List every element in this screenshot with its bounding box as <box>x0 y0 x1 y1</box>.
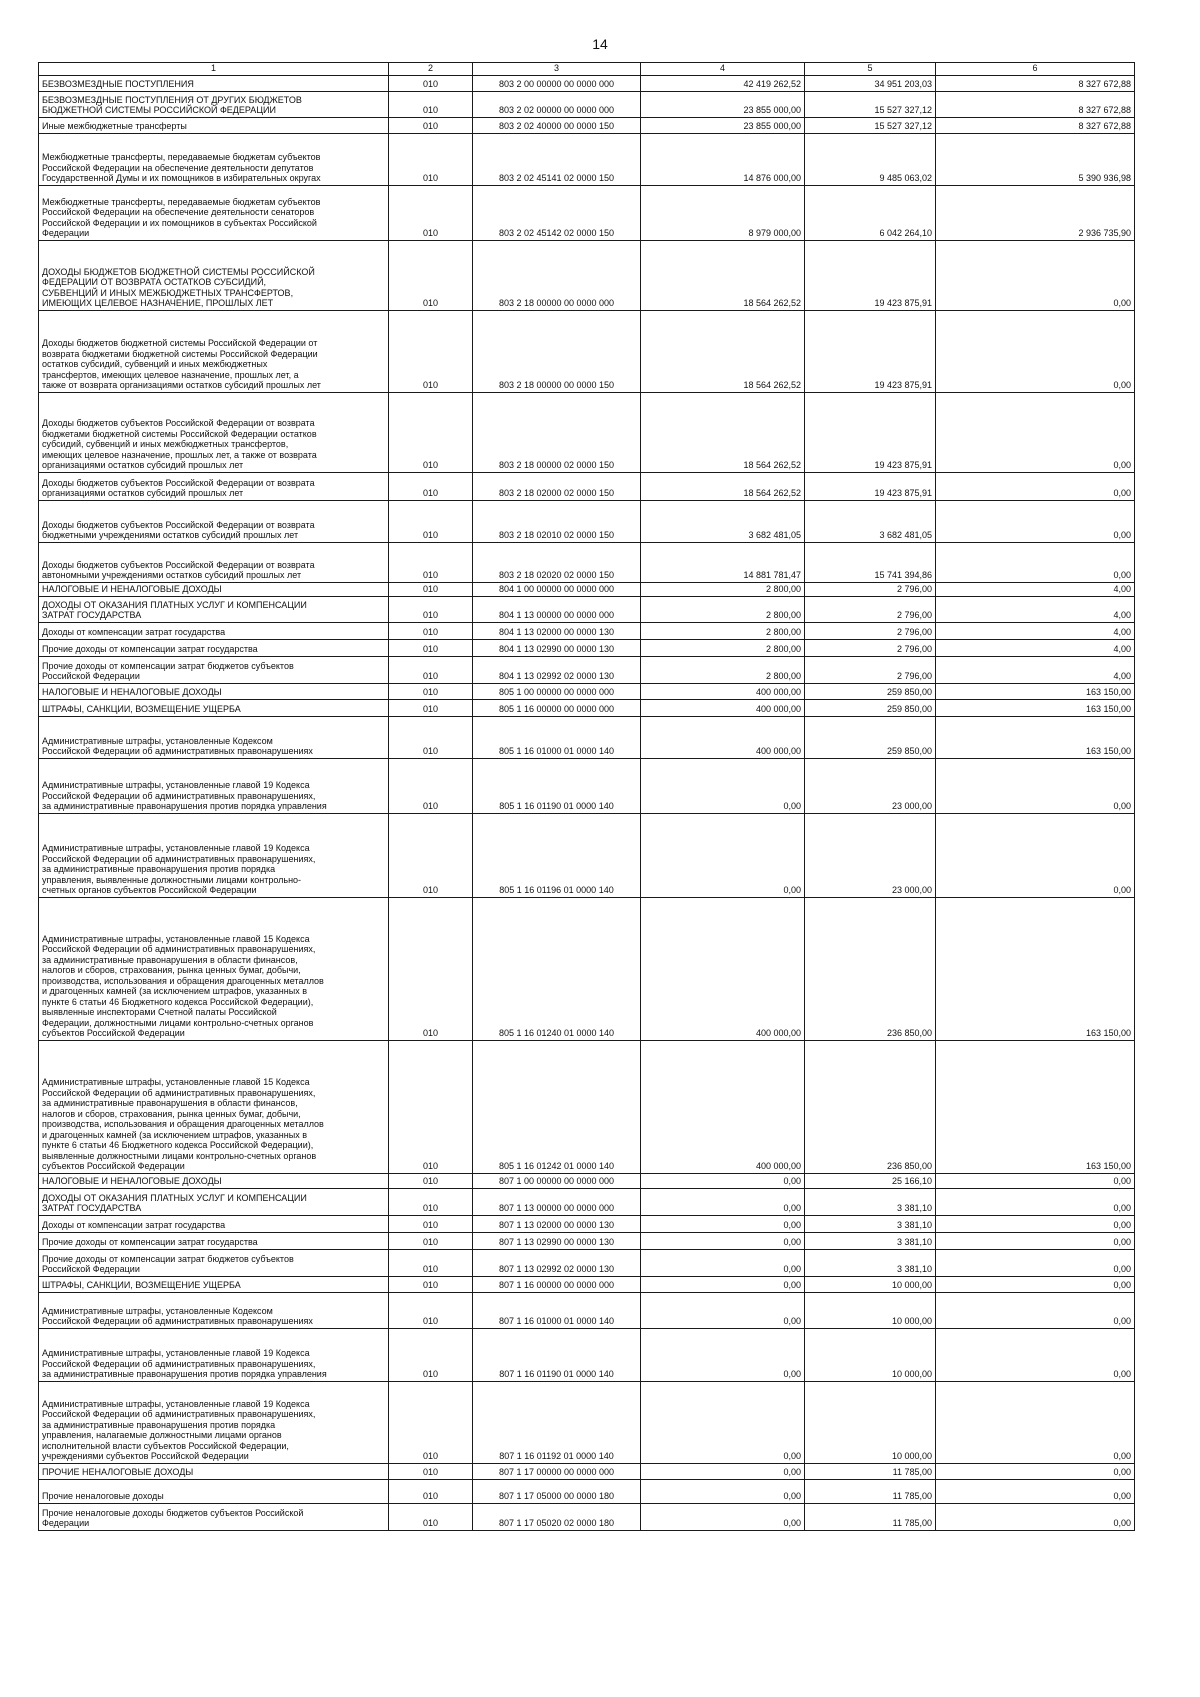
row-col4-cell: 14 881 781,47 <box>641 542 805 582</box>
row-col4-cell: 2 800,00 <box>641 639 805 656</box>
row-name-cell: ДОХОДЫ ОТ ОКАЗАНИЯ ПЛАТНЫХ УСЛУГ И КОМПЕНСАЦИИ ЗАТРАТ ГОСУДАРСТВА <box>39 1188 389 1215</box>
table-row <box>39 1463 1135 1479</box>
column-number-header-row <box>39 63 1135 76</box>
row-col4-cell: 42 419 262,52 <box>641 75 805 91</box>
table-row <box>39 185 1135 240</box>
row-col6-cell: 0,00 <box>936 1479 1135 1503</box>
row-col6-cell: 0,00 <box>936 1463 1135 1479</box>
row-col5-cell: 236 850,00 <box>805 1040 936 1173</box>
row-col4-cell: 18 564 262,52 <box>641 240 805 310</box>
row-col6-cell: 0,00 <box>936 472 1135 500</box>
row-name-cell: ДОХОДЫ БЮДЖЕТОВ БЮДЖЕТНОЙ СИСТЕМЫ РОССИЙСКОЙ ФЕДЕРАЦИИ ОТ ВОЗВРАТА ОСТАТКОВ СУБСИДИЙ, СУБВЕНЦИЙ И ИНЫХ МЕЖБЮДЖЕТНЫХ ТРАНСФЕРТОВ, ИМЕЮЩИХ ЦЕЛЕВОЕ НАЗНАЧЕНИЕ, ПРОШЛЫХ ЛЕТ <box>39 240 389 310</box>
table-row <box>39 1381 1135 1463</box>
row-col5-cell: 259 850,00 <box>805 699 936 716</box>
row-col4-cell: 0,00 <box>641 1188 805 1215</box>
row-code-cell: 010 <box>389 1249 473 1276</box>
row-name-cell: Административные штрафы, установленные главой 19 Кодекса Российской Федерации об административных правонарушениях, за административные правонарушения против порядка управления <box>39 1328 389 1381</box>
row-kbk-cell: 805 1 16 01240 01 0000 140 <box>473 897 641 1040</box>
row-name-cell: ДОХОДЫ ОТ ОКАЗАНИЯ ПЛАТНЫХ УСЛУГ И КОМПЕНСАЦИИ ЗАТРАТ ГОСУДАРСТВА <box>39 596 389 622</box>
row-col6-cell: 0,00 <box>936 758 1135 813</box>
row-name-cell: Административные штрафы, установленные главой 19 Кодекса Российской Федерации об административных правонарушениях, за административные правонарушения против порядка управления, выявленные должностными лицами контрольно- счетных органов субъектов Российской Федерации <box>39 813 389 897</box>
row-kbk-cell: 807 1 17 05020 02 0000 180 <box>473 1503 641 1530</box>
row-kbk-cell: 807 1 13 00000 00 0000 000 <box>473 1188 641 1215</box>
row-col5-cell: 2 796,00 <box>805 639 936 656</box>
row-name-cell: Прочие доходы от компенсации затрат бюджетов субъектов Российской Федерации <box>39 656 389 683</box>
row-code-cell: 010 <box>389 1463 473 1479</box>
row-code-cell: 010 <box>389 1292 473 1328</box>
row-col5-cell: 3 381,10 <box>805 1215 936 1232</box>
row-kbk-cell: 803 2 18 02010 02 0000 150 <box>473 500 641 542</box>
row-col4-cell: 400 000,00 <box>641 716 805 758</box>
row-code-cell: 010 <box>389 897 473 1040</box>
row-col5-cell: 259 850,00 <box>805 716 936 758</box>
row-name-cell: Прочие доходы от компенсации затрат государства <box>39 1232 389 1249</box>
row-code-cell: 010 <box>389 1188 473 1215</box>
row-code-cell: 010 <box>389 1328 473 1381</box>
row-name-cell: Административные штрафы, установленные главой 15 Кодекса Российской Федерации об административных правонарушениях, за административные правонарушения в области финансов, налогов и сборов, страхования, рынка ценных бумаг, добычи, производства, использования и обращения драгоценных металлов и драгоценных камней (за исключением штрафов, указанных в пункте 6 статьи 46 Бюджетного кодекса Российской Федерации), выявленные инспекторами Счетной палаты Российской Федерации, должностными лицами контрольно-счетных органов субъектов Российской Федерации <box>39 897 389 1040</box>
row-code-cell: 010 <box>389 1276 473 1292</box>
table-row <box>39 392 1135 472</box>
row-col4-cell: 0,00 <box>641 1292 805 1328</box>
row-code-cell: 010 <box>389 656 473 683</box>
row-kbk-cell: 807 1 17 00000 00 0000 000 <box>473 1463 641 1479</box>
table-row <box>39 310 1135 392</box>
row-code-cell: 010 <box>389 500 473 542</box>
row-col5-cell: 19 423 875,91 <box>805 310 936 392</box>
row-code-cell: 010 <box>389 1215 473 1232</box>
row-col6-cell: 0,00 <box>936 542 1135 582</box>
row-col6-cell: 8 327 672,88 <box>936 91 1135 117</box>
row-code-cell: 010 <box>389 1479 473 1503</box>
row-col6-cell: 0,00 <box>936 1173 1135 1188</box>
table-row <box>39 1503 1135 1530</box>
row-name-cell: Доходы бюджетов субъектов Российской Федерации от возврата автономными учреждениями остатков субсидий прошлых лет <box>39 542 389 582</box>
row-col4-cell: 2 800,00 <box>641 656 805 683</box>
row-col5-cell: 19 423 875,91 <box>805 472 936 500</box>
row-code-cell: 010 <box>389 582 473 596</box>
row-col4-cell: 2 800,00 <box>641 622 805 639</box>
table-row <box>39 683 1135 699</box>
row-col4-cell: 18 564 262,52 <box>641 392 805 472</box>
row-col5-cell: 2 796,00 <box>805 656 936 683</box>
row-col6-cell: 0,00 <box>936 813 1135 897</box>
row-col6-cell: 0,00 <box>936 1232 1135 1249</box>
row-col6-cell: 163 150,00 <box>936 683 1135 699</box>
row-code-cell: 010 <box>389 683 473 699</box>
row-name-cell: Доходы бюджетов субъектов Российской Федерации от возврата бюджетами бюджетной системы Российской Федерации остатков субсидий, субвенций и иных межбюджетных трансфертов, имеющих целевое назначение, прошлых лет, а также от возврата организациями остатков субсидий прошлых лет <box>39 392 389 472</box>
row-col4-cell: 400 000,00 <box>641 1040 805 1173</box>
row-col5-cell: 11 785,00 <box>805 1479 936 1503</box>
row-kbk-cell: 807 1 17 05000 00 0000 180 <box>473 1479 641 1503</box>
row-col4-cell: 0,00 <box>641 1463 805 1479</box>
row-col4-cell: 23 855 000,00 <box>641 117 805 133</box>
table-row <box>39 500 1135 542</box>
table-row <box>39 75 1135 91</box>
row-name-cell: Межбюджетные трансферты, передаваемые бюджетам субъектов Российской Федерации на обеспечение деятельности депутатов Государственной Думы и их помощников в избирательных округах <box>39 133 389 185</box>
table-row <box>39 1249 1135 1276</box>
row-col4-cell: 0,00 <box>641 1249 805 1276</box>
row-code-cell: 010 <box>389 1232 473 1249</box>
table-row <box>39 1215 1135 1232</box>
column-header-4: 4 <box>641 63 805 76</box>
row-col5-cell: 25 166,10 <box>805 1173 936 1188</box>
table-row <box>39 91 1135 117</box>
row-col4-cell: 0,00 <box>641 1215 805 1232</box>
row-code-cell: 010 <box>389 699 473 716</box>
row-col6-cell: 4,00 <box>936 596 1135 622</box>
row-col5-cell: 3 381,10 <box>805 1249 936 1276</box>
table-row <box>39 1232 1135 1249</box>
row-col4-cell: 8 979 000,00 <box>641 185 805 240</box>
row-col4-cell: 0,00 <box>641 1173 805 1188</box>
row-name-cell: ПРОЧИЕ НЕНАЛОГОВЫЕ ДОХОДЫ <box>39 1463 389 1479</box>
row-col5-cell: 6 042 264,10 <box>805 185 936 240</box>
row-kbk-cell: 804 1 13 02990 00 0000 130 <box>473 639 641 656</box>
row-kbk-cell: 805 1 16 01190 01 0000 140 <box>473 758 641 813</box>
column-header-5: 5 <box>805 63 936 76</box>
row-col6-cell: 4,00 <box>936 622 1135 639</box>
row-col6-cell: 0,00 <box>936 1328 1135 1381</box>
row-col6-cell: 4,00 <box>936 656 1135 683</box>
row-col6-cell: 0,00 <box>936 1188 1135 1215</box>
row-code-cell: 010 <box>389 133 473 185</box>
row-name-cell: Доходы от компенсации затрат государства <box>39 622 389 639</box>
row-col5-cell: 2 796,00 <box>805 622 936 639</box>
table-row <box>39 1328 1135 1381</box>
row-col6-cell: 5 390 936,98 <box>936 133 1135 185</box>
row-col4-cell: 0,00 <box>641 1381 805 1463</box>
row-code-cell: 010 <box>389 716 473 758</box>
row-code-cell: 010 <box>389 596 473 622</box>
row-col6-cell: 163 150,00 <box>936 716 1135 758</box>
table-row <box>39 596 1135 622</box>
row-name-cell: НАЛОГОВЫЕ И НЕНАЛОГОВЫЕ ДОХОДЫ <box>39 582 389 596</box>
row-col5-cell: 10 000,00 <box>805 1292 936 1328</box>
row-col5-cell: 236 850,00 <box>805 897 936 1040</box>
row-kbk-cell: 807 1 13 02990 00 0000 130 <box>473 1232 641 1249</box>
row-kbk-cell: 804 1 13 00000 00 0000 000 <box>473 596 641 622</box>
row-code-cell: 010 <box>389 813 473 897</box>
row-col5-cell: 10 000,00 <box>805 1328 936 1381</box>
row-col5-cell: 15 741 394,86 <box>805 542 936 582</box>
row-col4-cell: 18 564 262,52 <box>641 310 805 392</box>
row-kbk-cell: 803 2 02 00000 00 0000 000 <box>473 91 641 117</box>
row-col6-cell: 8 327 672,88 <box>936 75 1135 91</box>
row-kbk-cell: 803 2 02 40000 00 0000 150 <box>473 117 641 133</box>
row-kbk-cell: 805 1 16 01196 01 0000 140 <box>473 813 641 897</box>
row-col4-cell: 400 000,00 <box>641 699 805 716</box>
row-col5-cell: 11 785,00 <box>805 1463 936 1479</box>
row-kbk-cell: 805 1 00 00000 00 0000 000 <box>473 683 641 699</box>
row-kbk-cell: 807 1 16 00000 00 0000 000 <box>473 1276 641 1292</box>
row-col5-cell: 15 527 327,12 <box>805 117 936 133</box>
row-code-cell: 010 <box>389 472 473 500</box>
column-header-1: 1 <box>39 63 389 76</box>
row-kbk-cell: 805 1 16 01000 01 0000 140 <box>473 716 641 758</box>
row-code-cell: 010 <box>389 185 473 240</box>
row-col5-cell: 9 485 063,02 <box>805 133 936 185</box>
row-col5-cell: 11 785,00 <box>805 1503 936 1530</box>
table-row <box>39 1276 1135 1292</box>
row-kbk-cell: 807 1 00 00000 00 0000 000 <box>473 1173 641 1188</box>
row-col5-cell: 3 682 481,05 <box>805 500 936 542</box>
row-code-cell: 010 <box>389 1381 473 1463</box>
row-kbk-cell: 807 1 16 01190 01 0000 140 <box>473 1328 641 1381</box>
row-col6-cell: 4,00 <box>936 582 1135 596</box>
row-kbk-cell: 805 1 16 01242 01 0000 140 <box>473 1040 641 1173</box>
row-col6-cell: 0,00 <box>936 1503 1135 1530</box>
row-name-cell: Административные штрафы, установленные главой 19 Кодекса Российской Федерации об административных правонарушениях, за административные правонарушения против порядка управления, налагаемые должностными лицами органов исполнительной власти субъектов Российской Федерации, учреждениями субъектов Российской Федерации <box>39 1381 389 1463</box>
row-kbk-cell: 804 1 00 00000 00 0000 000 <box>473 582 641 596</box>
row-col6-cell: 0,00 <box>936 310 1135 392</box>
table-row <box>39 758 1135 813</box>
row-col6-cell: 0,00 <box>936 1249 1135 1276</box>
row-col5-cell: 34 951 203,03 <box>805 75 936 91</box>
table-row <box>39 1040 1135 1173</box>
row-col5-cell: 2 796,00 <box>805 596 936 622</box>
table-row <box>39 1479 1135 1503</box>
row-col5-cell: 15 527 327,12 <box>805 91 936 117</box>
table-row <box>39 622 1135 639</box>
table-row <box>39 1188 1135 1215</box>
row-kbk-cell: 803 2 18 00000 02 0000 150 <box>473 392 641 472</box>
row-col5-cell: 19 423 875,91 <box>805 240 936 310</box>
row-col6-cell: 163 150,00 <box>936 1040 1135 1173</box>
table-row <box>39 240 1135 310</box>
row-kbk-cell: 804 1 13 02000 00 0000 130 <box>473 622 641 639</box>
row-code-cell: 010 <box>389 1503 473 1530</box>
row-col4-cell: 400 000,00 <box>641 897 805 1040</box>
row-code-cell: 010 <box>389 622 473 639</box>
row-code-cell: 010 <box>389 91 473 117</box>
row-col6-cell: 4,00 <box>936 639 1135 656</box>
row-col5-cell: 259 850,00 <box>805 683 936 699</box>
row-kbk-cell: 807 1 16 01192 01 0000 140 <box>473 1381 641 1463</box>
row-name-cell: ШТРАФЫ, САНКЦИИ, ВОЗМЕЩЕНИЕ УЩЕРБА <box>39 1276 389 1292</box>
row-col5-cell: 10 000,00 <box>805 1276 936 1292</box>
row-col6-cell: 163 150,00 <box>936 897 1135 1040</box>
row-kbk-cell: 807 1 16 01000 01 0000 140 <box>473 1292 641 1328</box>
table-row <box>39 813 1135 897</box>
page-number: 14 <box>592 36 608 52</box>
row-code-cell: 010 <box>389 75 473 91</box>
row-col4-cell: 0,00 <box>641 1479 805 1503</box>
row-code-cell: 010 <box>389 639 473 656</box>
column-header-3: 3 <box>473 63 641 76</box>
row-name-cell: ШТРАФЫ, САНКЦИИ, ВОЗМЕЩЕНИЕ УЩЕРБА <box>39 699 389 716</box>
row-kbk-cell: 807 1 13 02000 00 0000 130 <box>473 1215 641 1232</box>
row-col5-cell: 19 423 875,91 <box>805 392 936 472</box>
row-kbk-cell: 805 1 16 00000 00 0000 000 <box>473 699 641 716</box>
row-name-cell: Прочие доходы от компенсации затрат государства <box>39 639 389 656</box>
row-col5-cell: 23 000,00 <box>805 813 936 897</box>
row-name-cell: Межбюджетные трансферты, передаваемые бюджетам субъектов Российской Федерации на обеспечение деятельности сенаторов Российской Федерации и их помощников в субъектах Российской Федерации <box>39 185 389 240</box>
row-kbk-cell: 807 1 13 02992 02 0000 130 <box>473 1249 641 1276</box>
row-col6-cell: 0,00 <box>936 1381 1135 1463</box>
row-code-cell: 010 <box>389 117 473 133</box>
row-col6-cell: 0,00 <box>936 392 1135 472</box>
row-col6-cell: 0,00 <box>936 240 1135 310</box>
row-col4-cell: 2 800,00 <box>641 582 805 596</box>
row-name-cell: Иные межбюджетные трансферты <box>39 117 389 133</box>
row-col5-cell: 2 796,00 <box>805 582 936 596</box>
row-col5-cell: 3 381,10 <box>805 1188 936 1215</box>
row-kbk-cell: 803 2 18 02020 02 0000 150 <box>473 542 641 582</box>
row-kbk-cell: 803 2 18 02000 02 0000 150 <box>473 472 641 500</box>
row-code-cell: 010 <box>389 392 473 472</box>
row-name-cell: Административные штрафы, установленные Кодексом Российской Федерации об административных правонарушениях <box>39 1292 389 1328</box>
row-name-cell: БЕЗВОЗМЕЗДНЫЕ ПОСТУПЛЕНИЯ <box>39 75 389 91</box>
row-col5-cell: 10 000,00 <box>805 1381 936 1463</box>
row-col4-cell: 0,00 <box>641 1503 805 1530</box>
row-code-cell: 010 <box>389 1040 473 1173</box>
row-col5-cell: 3 381,10 <box>805 1232 936 1249</box>
table-row <box>39 716 1135 758</box>
table-row <box>39 1173 1135 1188</box>
row-col4-cell: 2 800,00 <box>641 596 805 622</box>
table-row <box>39 656 1135 683</box>
row-col4-cell: 23 855 000,00 <box>641 91 805 117</box>
row-col6-cell: 8 327 672,88 <box>936 117 1135 133</box>
row-kbk-cell: 803 2 00 00000 00 0000 000 <box>473 75 641 91</box>
table-row <box>39 117 1135 133</box>
table-row <box>39 1292 1135 1328</box>
row-kbk-cell: 803 2 18 00000 00 0000 000 <box>473 240 641 310</box>
table-row <box>39 472 1135 500</box>
row-name-cell: Доходы бюджетов бюджетной системы Российской Федерации от возврата бюджетами бюджетной системы Российской Федерации остатков субсидий, субвенций и иных межбюджетных трансфертов, имеющих целевое назначение, прошлых лет, а также от возврата организациями остатков субсидий прошлых лет <box>39 310 389 392</box>
row-name-cell: НАЛОГОВЫЕ И НЕНАЛОГОВЫЕ ДОХОДЫ <box>39 1173 389 1188</box>
row-col6-cell: 0,00 <box>936 500 1135 542</box>
table-row <box>39 699 1135 716</box>
row-col6-cell: 0,00 <box>936 1215 1135 1232</box>
row-col6-cell: 0,00 <box>936 1292 1135 1328</box>
row-name-cell: Доходы от компенсации затрат государства <box>39 1215 389 1232</box>
row-col4-cell: 18 564 262,52 <box>641 472 805 500</box>
column-header-2: 2 <box>389 63 473 76</box>
row-name-cell: Административные штрафы, установленные главой 15 Кодекса Российской Федерации об административных правонарушениях, за административные правонарушения в области финансов, налогов и сборов, страхования, рынка ценных бумаг, добычи, производства, использования и обращения драгоценных металлов и драгоценных камней (за исключением штрафов, указанных в пункте 6 статьи 46 Бюджетного кодекса Российской Федерации), выявленные должностными лицами контрольно-счетных органов субъектов Российской Федерации <box>39 1040 389 1173</box>
row-col4-cell: 0,00 <box>641 758 805 813</box>
row-name-cell: БЕЗВОЗМЕЗДНЫЕ ПОСТУПЛЕНИЯ ОТ ДРУГИХ БЮДЖЕТОВ БЮДЖЕТНОЙ СИСТЕМЫ РОССИЙСКОЙ ФЕДЕРАЦИИ <box>39 91 389 117</box>
row-kbk-cell: 803 2 18 00000 00 0000 150 <box>473 310 641 392</box>
row-code-cell: 010 <box>389 542 473 582</box>
row-code-cell: 010 <box>389 310 473 392</box>
row-col4-cell: 0,00 <box>641 1276 805 1292</box>
row-col4-cell: 3 682 481,05 <box>641 500 805 542</box>
row-col4-cell: 0,00 <box>641 1328 805 1381</box>
row-code-cell: 010 <box>389 758 473 813</box>
row-name-cell: Доходы бюджетов субъектов Российской Федерации от возврата бюджетными учреждениями остатков субсидий прошлых лет <box>39 500 389 542</box>
row-kbk-cell: 804 1 13 02992 02 0000 130 <box>473 656 641 683</box>
row-name-cell: НАЛОГОВЫЕ И НЕНАЛОГОВЫЕ ДОХОДЫ <box>39 683 389 699</box>
revenue-table <box>38 62 1135 1531</box>
row-code-cell: 010 <box>389 1173 473 1188</box>
table-row <box>39 133 1135 185</box>
row-name-cell: Прочие неналоговые доходы <box>39 1479 389 1503</box>
row-name-cell: Административные штрафы, установленные Кодексом Российской Федерации об административных правонарушениях <box>39 716 389 758</box>
row-col6-cell: 0,00 <box>936 1276 1135 1292</box>
row-code-cell: 010 <box>389 240 473 310</box>
table-row <box>39 582 1135 596</box>
row-col6-cell: 2 936 735,90 <box>936 185 1135 240</box>
row-kbk-cell: 803 2 02 45142 02 0000 150 <box>473 185 641 240</box>
row-col4-cell: 14 876 000,00 <box>641 133 805 185</box>
row-kbk-cell: 803 2 02 45141 02 0000 150 <box>473 133 641 185</box>
table-body <box>39 75 1135 1530</box>
row-name-cell: Доходы бюджетов субъектов Российской Федерации от возврата организациями остатков субсидий прошлых лет <box>39 472 389 500</box>
column-header-6: 6 <box>936 63 1135 76</box>
row-name-cell: Административные штрафы, установленные главой 19 Кодекса Российской Федерации об административных правонарушениях, за административные правонарушения против порядка управления <box>39 758 389 813</box>
row-col6-cell: 163 150,00 <box>936 699 1135 716</box>
row-col5-cell: 23 000,00 <box>805 758 936 813</box>
row-col4-cell: 0,00 <box>641 813 805 897</box>
row-name-cell: Прочие доходы от компенсации затрат бюджетов субъектов Российской Федерации <box>39 1249 389 1276</box>
row-col4-cell: 400 000,00 <box>641 683 805 699</box>
table-row <box>39 639 1135 656</box>
row-name-cell: Прочие неналоговые доходы бюджетов субъектов Российской Федерации <box>39 1503 389 1530</box>
row-col4-cell: 0,00 <box>641 1232 805 1249</box>
table-row <box>39 542 1135 582</box>
table-row <box>39 897 1135 1040</box>
